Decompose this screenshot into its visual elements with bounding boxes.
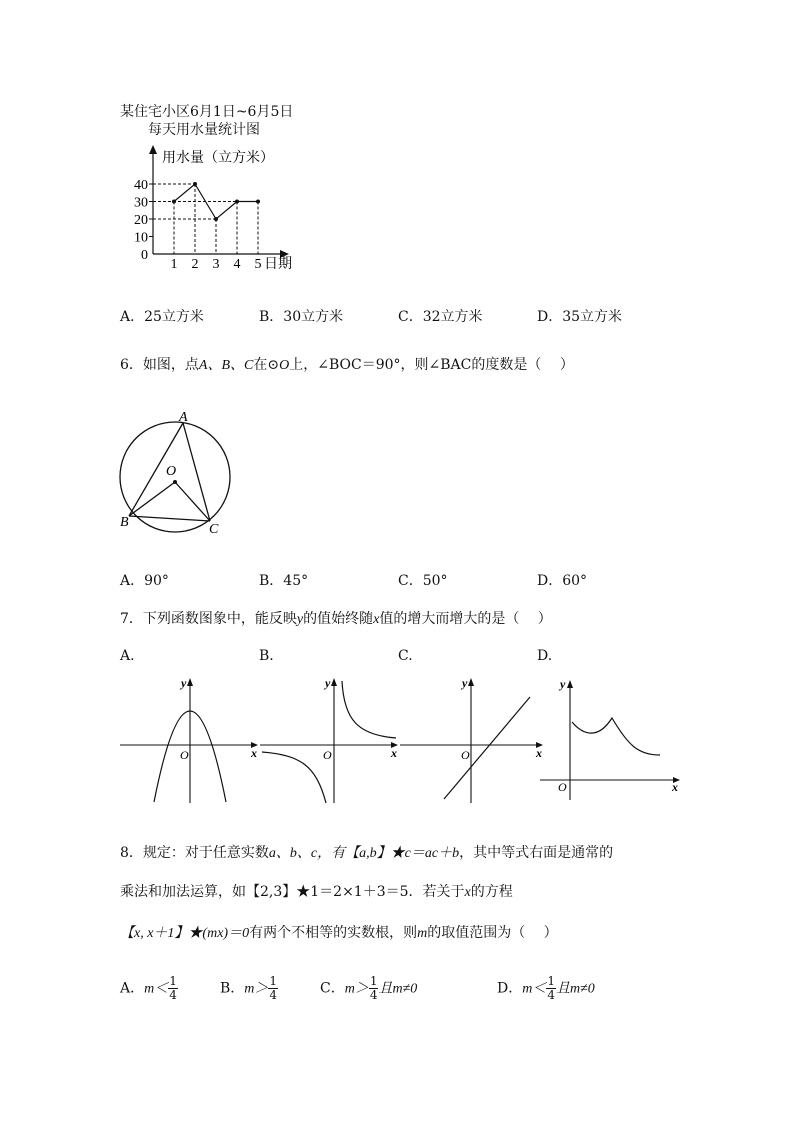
wavy-function-curve <box>572 718 660 755</box>
label-o: O <box>166 464 177 479</box>
x-tick-label: 3 <box>212 257 220 272</box>
q7-letter-a: A. <box>120 648 135 664</box>
svg-text:O: O <box>180 748 189 762</box>
data-point <box>256 200 260 204</box>
q6-option-d: D．60° <box>537 573 588 589</box>
q6-stem: 6．如图，点A、B、C在⊙O上，∠BOC＝90°，则∠BAC的度数是（ ） <box>120 357 574 373</box>
svg-text:x: x <box>672 780 678 794</box>
y-tick-label: 30 <box>134 195 148 211</box>
q5-option-d: D．35立方米 <box>537 309 623 325</box>
svg-text:y: y <box>325 676 331 690</box>
svg-text:y: y <box>560 677 566 691</box>
q6-option-a: A．90° <box>120 573 169 589</box>
q5-option-c: C．32立方米 <box>398 309 483 325</box>
q7-graph-c <box>398 675 548 805</box>
q8-option-b: B．m＞ $\frac{1}{4}$ <box>220 974 278 1002</box>
chart-title: 某住宅小区6月1日~6月5日 <box>120 104 294 120</box>
chart-subtitle: 每天用水量统计图 <box>148 122 260 138</box>
q5-option-a: A．25立方米 <box>120 309 204 325</box>
x-tick-label: 1 <box>170 257 178 272</box>
q7-letter-b: B. <box>259 648 274 664</box>
q7-letter-c: C. <box>398 648 413 664</box>
data-point <box>193 182 197 186</box>
y-tick-label: 10 <box>134 230 148 246</box>
q6-option-b: B．45° <box>259 573 309 589</box>
data-point <box>214 217 218 221</box>
q8-option-a: A．m＜ $\frac{1}{4}$ <box>120 974 177 1002</box>
label-a: A <box>179 410 188 425</box>
center-point <box>173 480 177 484</box>
y-tick-label: 0 <box>141 248 148 263</box>
x-axis-label: 日期 <box>264 257 292 272</box>
svg-text:O: O <box>558 780 567 794</box>
q7-graph-b <box>258 675 403 805</box>
q7-stem: 7．下列函数图象中，能反映y的值始终随x值的增大而增大的是（ ） <box>120 611 552 627</box>
svg-text:O: O <box>461 748 470 762</box>
label-b: B <box>120 515 129 530</box>
svg-text:x: x <box>536 746 542 760</box>
svg-text:y: y <box>181 676 187 690</box>
q7-graph-d <box>538 675 688 805</box>
q8-line-3: 【x, x＋1】★(mx)＝0有两个不相等的实数根，则m的取值范围为（ ） <box>120 925 558 941</box>
q8-option-d: D．m＜ $\frac{1}{4}$ 且m≠0 <box>497 974 595 1002</box>
q6-circle-figure <box>110 405 240 540</box>
svg-text:O: O <box>323 748 332 762</box>
y-axis-label: 用水量（立方米） <box>162 151 274 166</box>
svg-text:x: x <box>391 746 397 760</box>
x-tick-label: 5 <box>254 257 262 272</box>
y-axis-arrow <box>149 145 157 154</box>
y-tick-label: 20 <box>134 213 148 228</box>
data-point <box>235 200 239 204</box>
svg-text:x: x <box>251 746 257 760</box>
data-point <box>172 200 176 204</box>
q7-graph-a <box>118 675 263 805</box>
x-tick-label: 4 <box>233 257 241 272</box>
svg-text:y: y <box>462 676 468 690</box>
q5-option-b: B．30立方米 <box>259 309 344 325</box>
q8-line-2: 乘法和加法运算，如【2,3】★1＝2×1＋3＝5．若关于x的方程 <box>120 884 513 900</box>
linear-function-line <box>444 697 530 799</box>
q8-line-1: 8．规定：对于任意实数a、b、c，有【a,b】★c＝ac＋b，其中等式右面是通常的 <box>120 845 614 861</box>
x-tick-label: 2 <box>191 257 199 272</box>
hyperbola-branch-3 <box>262 752 326 803</box>
radius-ob <box>129 482 175 516</box>
q8-option-c: C．m＞ $\frac{1}{4}$ 且m≠0 <box>320 974 418 1002</box>
label-c: C <box>209 522 219 537</box>
q6-option-c: C．50° <box>398 573 448 589</box>
water-usage-line-chart <box>0 0 794 300</box>
y-tick-label: 40 <box>134 178 148 193</box>
hyperbola-branch-1 <box>342 681 396 738</box>
q7-letter-d: D. <box>537 648 553 664</box>
